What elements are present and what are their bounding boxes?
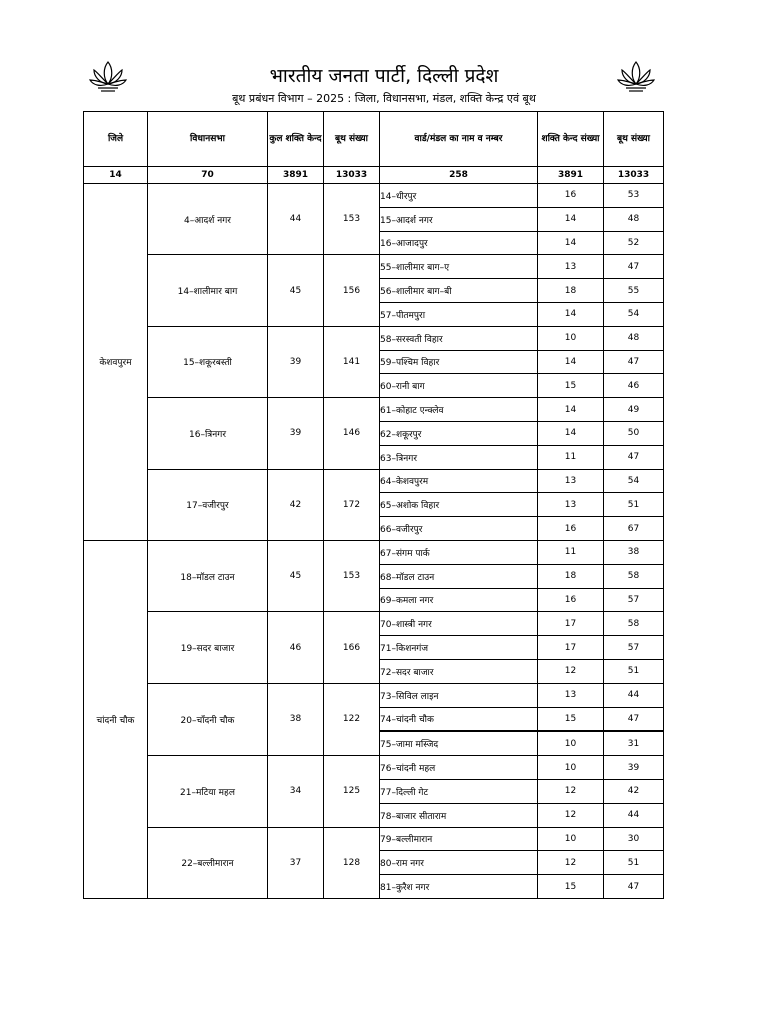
assembly-booths: 125	[324, 756, 380, 827]
table-body	[84, 184, 664, 899]
assembly-name: 15–शकूरबस्ती	[148, 326, 268, 397]
ward-name: 66–वजीरपुर	[380, 517, 538, 541]
district-name: केशवपुरम	[84, 184, 148, 541]
ward-shakti: 17	[538, 612, 604, 636]
ward-booths: 54	[604, 469, 664, 493]
ward-booths: 48	[604, 207, 664, 231]
total-booth: 13033	[324, 167, 380, 184]
ward-name: 63–त्रिनगर	[380, 445, 538, 469]
assembly-name: 21–मटिया महल	[148, 756, 268, 827]
ward-shakti: 10	[538, 326, 604, 350]
ward-booths: 51	[604, 659, 664, 683]
ward-name: 62–शकूरपुर	[380, 421, 538, 445]
ward-shakti: 12	[538, 851, 604, 875]
assembly-shakti: 45	[268, 255, 324, 326]
ward-shakti: 14	[538, 398, 604, 422]
ward-name: 60–रानी बाग	[380, 374, 538, 398]
ward-booths: 51	[604, 493, 664, 517]
ward-booths: 52	[604, 231, 664, 255]
assembly-shakti: 39	[268, 326, 324, 397]
ward-name: 78–बाजार सीताराम	[380, 803, 538, 827]
total-district: 14	[84, 167, 148, 184]
ward-name: 56–शालीमार बाग–बी	[380, 279, 538, 303]
page-title: भारतीय जनता पार्टी, दिल्ली प्रदेश	[269, 65, 499, 87]
assembly-name: 22–बल्लीमारान	[148, 827, 268, 898]
header-shakti-count: शक्ति केन्द संख्या	[538, 112, 604, 167]
totals-row	[84, 167, 664, 184]
ward-shakti: 10	[538, 827, 604, 851]
ward-name: 55–शालीमार बाग–ए	[380, 255, 538, 279]
total-ward: 258	[380, 167, 538, 184]
ward-name: 72–सदर बाजार	[380, 659, 538, 683]
assembly-shakti: 38	[268, 683, 324, 755]
ward-booths: 54	[604, 302, 664, 326]
ward-shakti: 12	[538, 779, 604, 803]
ward-shakti: 14	[538, 302, 604, 326]
ward-name: 68–मॉडल टाउन	[380, 564, 538, 588]
table-header-row	[84, 112, 664, 167]
ward-booths: 44	[604, 803, 664, 827]
assembly-booths: 153	[324, 540, 380, 611]
ward-booths: 51	[604, 851, 664, 875]
ward-name: 75–जामा मस्जिद	[380, 731, 538, 755]
ward-name: 59–पश्चिम विहार	[380, 350, 538, 374]
ward-booths: 58	[604, 564, 664, 588]
assembly-shakti: 46	[268, 612, 324, 683]
assembly-shakti: 39	[268, 398, 324, 469]
ward-name: 61–कोहाट एन्क्लेव	[380, 398, 538, 422]
assembly-booths: 128	[324, 827, 380, 898]
assembly-booths: 153	[324, 184, 380, 255]
ward-name: 57–पीतमपुरा	[380, 302, 538, 326]
ward-shakti: 13	[538, 469, 604, 493]
ward-name: 14–धीरपुर	[380, 184, 538, 208]
ward-shakti: 16	[538, 184, 604, 208]
ward-name: 67–संगम पार्क	[380, 540, 538, 564]
ward-shakti: 14	[538, 421, 604, 445]
ward-name: 15–आदर्श नगर	[380, 207, 538, 231]
ward-shakti: 11	[538, 540, 604, 564]
table-row	[84, 469, 664, 493]
total-assembly: 70	[148, 167, 268, 184]
total-booth-count: 13033	[604, 167, 664, 184]
table-row	[84, 683, 664, 707]
ward-shakti: 13	[538, 493, 604, 517]
assembly-shakti: 42	[268, 469, 324, 540]
assembly-booths: 156	[324, 255, 380, 326]
table-row	[84, 184, 664, 208]
table-row	[84, 612, 664, 636]
ward-shakti: 16	[538, 517, 604, 541]
ward-booths: 48	[604, 326, 664, 350]
ward-shakti: 18	[538, 279, 604, 303]
ward-booths: 57	[604, 588, 664, 612]
ward-booths: 30	[604, 827, 664, 851]
assembly-booths: 146	[324, 398, 380, 469]
ward-name: 58–सरस्वती विहार	[380, 326, 538, 350]
ward-shakti: 13	[538, 683, 604, 707]
assembly-booths: 122	[324, 683, 380, 755]
ward-shakti: 14	[538, 350, 604, 374]
booth-management-table	[83, 111, 664, 899]
assembly-booths: 172	[324, 469, 380, 540]
assembly-shakti: 37	[268, 827, 324, 898]
ward-name: 73–सिविल लाइन	[380, 683, 538, 707]
ward-name: 71–किशनगंज	[380, 636, 538, 660]
assembly-booths: 166	[324, 612, 380, 683]
table-row	[84, 326, 664, 350]
assembly-name: 16–त्रिनगर	[148, 398, 268, 469]
table-row	[84, 827, 664, 851]
assembly-shakti: 34	[268, 756, 324, 827]
assembly-name: 17–वजीरपुर	[148, 469, 268, 540]
ward-name: 76–चांदनी महल	[380, 756, 538, 780]
assembly-shakti: 45	[268, 540, 324, 611]
ward-booths: 31	[604, 731, 664, 755]
header-booth-count-2: बूथ संख्या	[604, 112, 664, 167]
ward-booths: 47	[604, 350, 664, 374]
assembly-name: 14–शालीमार बाग	[148, 255, 268, 326]
ward-booths: 57	[604, 636, 664, 660]
ward-booths: 55	[604, 279, 664, 303]
assembly-name: 18–मॉडल टाउन	[148, 540, 268, 611]
ward-booths: 46	[604, 374, 664, 398]
ward-name: 81–कुरैश नगर	[380, 875, 538, 899]
ward-shakti: 12	[538, 803, 604, 827]
ward-booths: 49	[604, 398, 664, 422]
header-ward-name: वार्ड/मंडल का नाम व नम्बर	[380, 112, 538, 167]
ward-name: 80–राम नगर	[380, 851, 538, 875]
assembly-booths: 141	[324, 326, 380, 397]
ward-booths: 53	[604, 184, 664, 208]
ward-shakti: 13	[538, 255, 604, 279]
table-row	[84, 255, 664, 279]
ward-name: 64–केशवपुरम	[380, 469, 538, 493]
ward-shakti: 15	[538, 707, 604, 731]
ward-booths: 44	[604, 683, 664, 707]
total-shakti-count: 3891	[538, 167, 604, 184]
assembly-name: 20–चाँदनी चौक	[148, 683, 268, 755]
table-row	[84, 756, 664, 780]
ward-booths: 47	[604, 707, 664, 731]
ward-booths: 67	[604, 517, 664, 541]
district-name: चांदनी चौक	[84, 540, 148, 898]
ward-name: 77–दिल्ली गेट	[380, 779, 538, 803]
ward-booths: 47	[604, 255, 664, 279]
ward-booths: 47	[604, 445, 664, 469]
ward-name: 79–बल्लीमारान	[380, 827, 538, 851]
ward-shakti: 11	[538, 445, 604, 469]
header-booth-count: बूथ संख्या	[324, 112, 380, 167]
ward-booths: 58	[604, 612, 664, 636]
ward-shakti: 17	[538, 636, 604, 660]
assembly-shakti: 44	[268, 184, 324, 255]
total-shakti: 3891	[268, 167, 324, 184]
ward-name: 74–चांदनी चौक	[380, 707, 538, 731]
header-district: जिले	[84, 112, 148, 167]
ward-shakti: 18	[538, 564, 604, 588]
page-subtitle: बूथ प्रबंधन विभाग – 2025 : जिला, विधानसभा, मंडल, शक्ति केन्द्र एवं बूथ	[232, 92, 536, 105]
header-total-shakti: कुल शक्ति केन्द	[268, 112, 324, 167]
table-row	[84, 540, 664, 564]
assembly-name: 4–आदर्श नगर	[148, 184, 268, 255]
ward-booths: 38	[604, 540, 664, 564]
assembly-name: 19–सदर बाजार	[148, 612, 268, 683]
ward-shakti: 14	[538, 207, 604, 231]
ward-name: 16–आजादपुर	[380, 231, 538, 255]
ward-shakti: 10	[538, 731, 604, 755]
ward-shakti: 12	[538, 659, 604, 683]
ward-shakti: 10	[538, 756, 604, 780]
ward-booths: 42	[604, 779, 664, 803]
ward-booths: 47	[604, 875, 664, 899]
header-assembly: विधानसभा	[148, 112, 268, 167]
ward-name: 65–अशोक विहार	[380, 493, 538, 517]
ward-booths: 50	[604, 421, 664, 445]
ward-booths: 39	[604, 756, 664, 780]
ward-name: 70–शास्त्री नगर	[380, 612, 538, 636]
ward-shakti: 15	[538, 374, 604, 398]
ward-shakti: 16	[538, 588, 604, 612]
ward-shakti: 14	[538, 231, 604, 255]
table-row	[84, 398, 664, 422]
ward-shakti: 15	[538, 875, 604, 899]
ward-name: 69–कमला नगर	[380, 588, 538, 612]
